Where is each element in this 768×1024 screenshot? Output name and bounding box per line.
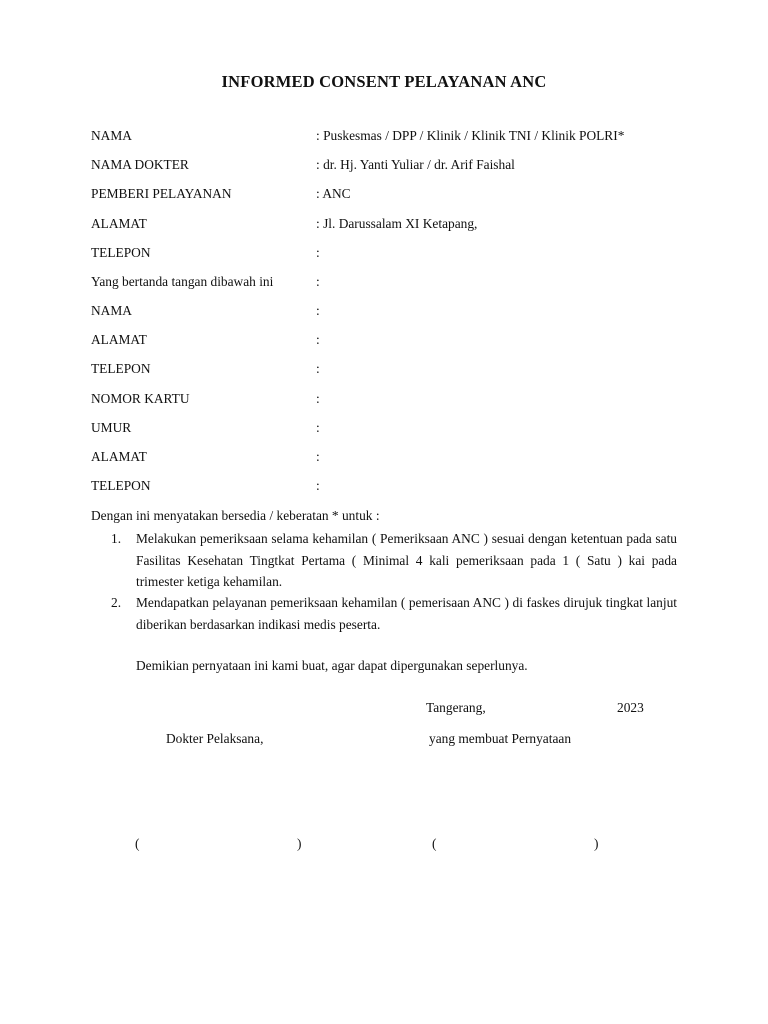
field-label: TELEPON xyxy=(91,478,151,493)
field-label: ALAMAT xyxy=(91,449,147,464)
field-row-alamat-faskes xyxy=(91,214,691,234)
field-value: : xyxy=(316,391,320,406)
item-text: Mendapatkan pelayanan pemeriksaan kehamilan ( pemerisaan ANC ) di faskes dirujuk tingkat lanjut diberikan berdasarkan indikasi medis peserta. xyxy=(136,595,677,632)
field-label: PEMBERI PELAYANAN xyxy=(91,186,232,201)
field-value: : xyxy=(316,332,320,347)
field-value: : xyxy=(316,274,320,289)
open-parenthesis: ( xyxy=(432,836,437,851)
item-number: 2. xyxy=(111,595,122,610)
field-label: UMUR xyxy=(91,420,132,435)
field-value: : Jl. Darussalam XI Ketapang, xyxy=(316,216,478,231)
field-row-telepon-faskes xyxy=(91,243,691,263)
field-value: : xyxy=(316,449,320,464)
field-label: ALAMAT xyxy=(91,332,147,347)
field-label: NAMA DOKTER xyxy=(91,157,189,172)
field-label: Yang bertanda tangan dibawah ini xyxy=(91,274,274,289)
field-row-telepon xyxy=(91,359,691,379)
field-label: TELEPON xyxy=(91,361,151,376)
field-row-umur xyxy=(91,418,691,438)
field-value: : xyxy=(316,420,320,435)
field-label: TELEPON xyxy=(91,245,151,260)
document-title: INFORMED CONSENT PELAYANAN ANC xyxy=(221,72,547,91)
field-row-nama xyxy=(91,301,691,321)
statement-intro: Dengan ini menyatakan bersedia / keberatan * untuk : xyxy=(91,508,380,523)
field-row-nama-dokter xyxy=(91,155,691,175)
field-label: ALAMAT xyxy=(91,216,147,231)
field-row-nama-faskes xyxy=(91,126,691,146)
close-parenthesis: ) xyxy=(297,836,302,851)
field-row-penanda-tangan xyxy=(91,272,691,292)
field-label: NOMOR KARTU xyxy=(91,391,190,406)
close-parenthesis: ) xyxy=(594,836,599,851)
statement-item xyxy=(111,528,677,593)
declarant-signature-label: yang membuat Pernyataan xyxy=(429,731,572,746)
statement-item xyxy=(111,592,677,635)
field-value: : xyxy=(316,478,320,493)
field-label: NAMA xyxy=(91,303,132,318)
field-value: : Puskesmas / DPP / Klinik / Klinik TNI / Klinik POLRI* xyxy=(316,128,625,143)
field-row-pemberi-pelayanan xyxy=(91,184,691,204)
doctor-signature-label: Dokter Pelaksana, xyxy=(166,731,264,746)
field-value: : xyxy=(316,303,320,318)
item-text: Melakukan pemeriksaan selama kehamilan ( Pemeriksaan ANC ) sesuai dengan ketentuan pada satu Fasilitas Kesehatan Tingtkat Pertama ( Minimal 4 kali pemeriksaan pada 1 ( Satu ) kai pada trimester ketiga kehamilan. xyxy=(136,531,677,589)
signature-place: Tangerang, xyxy=(426,700,486,715)
open-parenthesis: ( xyxy=(135,836,140,851)
field-row-nomor-kartu xyxy=(91,389,691,409)
field-row-telepon-2 xyxy=(91,476,691,496)
item-number: 1. xyxy=(111,531,122,546)
field-value: : xyxy=(316,245,320,260)
field-value: : ANC xyxy=(316,186,351,201)
signature-year: 2023 xyxy=(617,700,644,715)
field-row-alamat-2 xyxy=(91,447,691,467)
field-value: : dr. Hj. Yanti Yuliar / dr. Arif Faishal xyxy=(316,157,515,172)
field-value: : xyxy=(316,361,320,376)
field-label: NAMA xyxy=(91,128,132,143)
closing-statement: Demikian pernyataan ini kami buat, agar dapat dipergunakan seperlunya. xyxy=(136,658,528,673)
field-row-alamat xyxy=(91,330,691,350)
